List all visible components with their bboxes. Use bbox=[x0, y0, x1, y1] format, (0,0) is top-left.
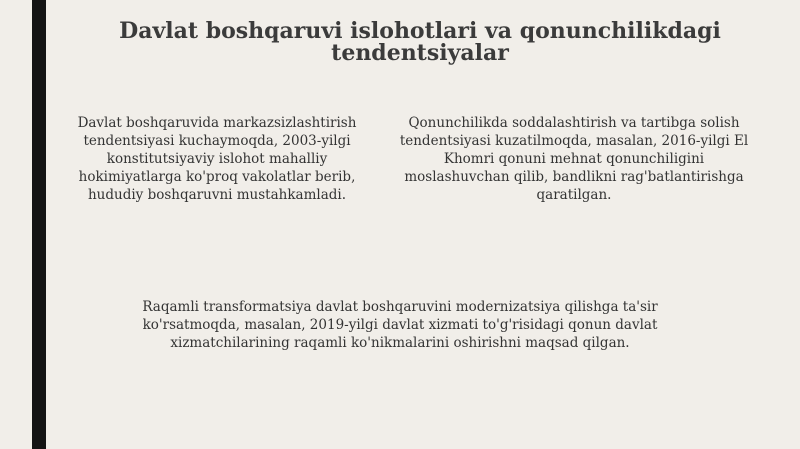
left-text-block: Davlat boshqaruvida markazsizlashtirish tendentsiyasi kuchaymoqda, 2003-yilgi konstitutsiyaviy islohot mahalliy hokimiyatlarga ko'proq vakolatlar berib, hududiy boshqaruvni mustahkamladi. bbox=[77, 115, 357, 203]
right-text-block: Qonunchilikda soddalashtirish va tartibga solish tendentsiyasi kuzatilmoqda, masalan, 2016-yilgi El Khomri qonuni mehnat qonunchiligini moslashuvchan qilib, bandlikni rag'batlantirishga qaratilgan. bbox=[399, 115, 749, 203]
bottom-text-block: Raqamli transformatsiya davlat boshqaruvini modernizatsiya qilishga ta'sir ko'rsatmoqda, masalan, 2019-yilgi davlat xizmati to'g'risidagi qonun davlat xizmatchilarining raqamli ko'nikmalarini oshirishni maqsad qilgan. bbox=[142, 299, 658, 351]
left-accent-bar bbox=[32, 0, 46, 449]
slide-title: Davlat boshqaruvi islohotlari va qonunchilikdagi tendentsiyalar bbox=[119, 18, 721, 66]
